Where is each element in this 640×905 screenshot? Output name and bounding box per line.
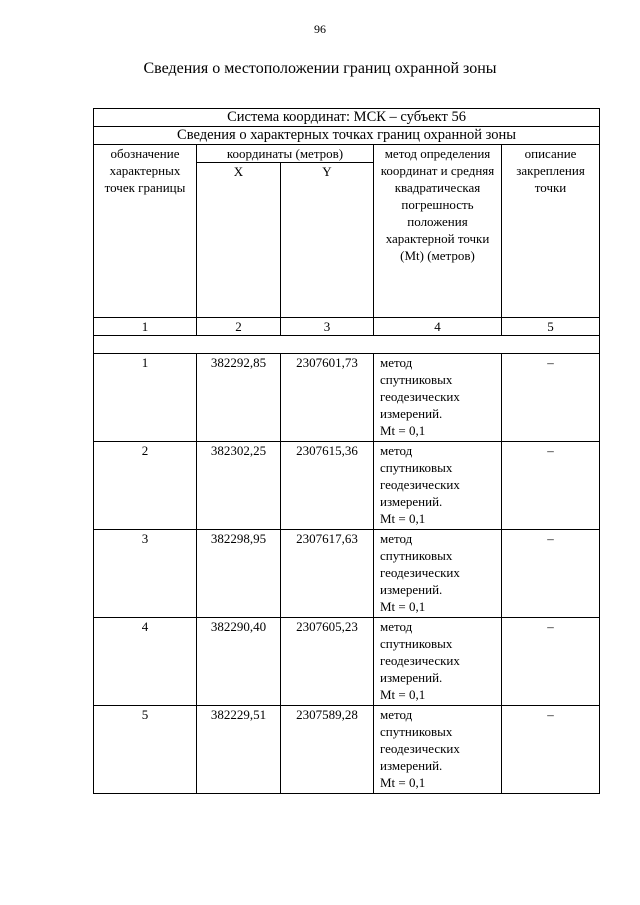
- method-line: спутниковых: [380, 636, 453, 651]
- method-cell: [374, 706, 502, 794]
- table-row: [94, 530, 600, 618]
- method-line: измерений.: [380, 582, 443, 597]
- coord-y: 2307601,73: [281, 354, 374, 442]
- header-method: метод определения координат и средняя квадратическая погрешность положения характерной точки (Mt) (метров): [374, 145, 502, 318]
- coord-x: 382298,95: [197, 530, 281, 618]
- method-line: измерений.: [380, 670, 443, 685]
- column-number: 2: [197, 318, 281, 336]
- method-line: геодезических: [380, 741, 460, 756]
- points-section-header: Сведения о характерных точках границ охранной зоны: [94, 127, 600, 145]
- column-number: 4: [374, 318, 502, 336]
- point-designation: 3: [94, 530, 197, 618]
- table-row: [94, 618, 600, 706]
- data-rows: [94, 354, 600, 794]
- method-cell: [374, 354, 502, 442]
- header-description: описание закрепления точки: [502, 145, 600, 318]
- point-description: –: [502, 618, 600, 706]
- coord-x: 382302,25: [197, 442, 281, 530]
- method-line: Mt = 0,1: [380, 599, 426, 614]
- coord-y: 2307605,23: [281, 618, 374, 706]
- coord-y: 2307617,63: [281, 530, 374, 618]
- method-line: метод: [380, 531, 413, 546]
- method-line: метод: [380, 355, 413, 370]
- method-line: геодезических: [380, 477, 460, 492]
- method-line: спутниковых: [380, 724, 453, 739]
- column-number: 3: [281, 318, 374, 336]
- method-line: Mt = 0,1: [380, 775, 426, 790]
- method-line: измерений.: [380, 494, 443, 509]
- coord-x: 382290,40: [197, 618, 281, 706]
- method-line: геодезических: [380, 389, 460, 404]
- table-row: [94, 354, 600, 442]
- table-row: [94, 442, 600, 530]
- header-designation: обозначение характерных точек границы: [94, 145, 197, 318]
- method-line: геодезических: [380, 565, 460, 580]
- point-designation: 4: [94, 618, 197, 706]
- method-line: спутниковых: [380, 548, 453, 563]
- method-line: метод: [380, 619, 413, 634]
- header-y: Y: [281, 163, 374, 318]
- column-number: 5: [502, 318, 600, 336]
- table-row: [94, 706, 600, 794]
- method-line: Mt = 0,1: [380, 687, 426, 702]
- point-description: –: [502, 706, 600, 794]
- coord-x: 382292,85: [197, 354, 281, 442]
- column-number: 1: [94, 318, 197, 336]
- method-line: спутниковых: [380, 372, 453, 387]
- method-cell: [374, 530, 502, 618]
- coord-y: 2307615,36: [281, 442, 374, 530]
- method-line: геодезических: [380, 653, 460, 668]
- coord-x: 382229,51: [197, 706, 281, 794]
- header-coordinates: координаты (метров): [197, 145, 374, 163]
- coordinate-system-header: Система координат: МСК – субъект 56: [94, 109, 600, 127]
- column-numbers-row: [94, 318, 600, 336]
- point-description: –: [502, 354, 600, 442]
- coord-y: 2307589,28: [281, 706, 374, 794]
- blank-row: [94, 336, 600, 354]
- point-description: –: [502, 530, 600, 618]
- point-designation: 1: [94, 354, 197, 442]
- document-title: Сведения о местоположении границ охранной зоны: [143, 60, 497, 77]
- method-line: измерений.: [380, 758, 443, 773]
- point-description: –: [502, 442, 600, 530]
- boundary-points-table: [93, 108, 600, 794]
- header-x: X: [197, 163, 281, 318]
- method-line: Mt = 0,1: [380, 511, 426, 526]
- point-designation: 5: [94, 706, 197, 794]
- method-line: метод: [380, 443, 413, 458]
- method-cell: [374, 442, 502, 530]
- method-line: спутниковых: [380, 460, 453, 475]
- method-line: Mt = 0,1: [380, 423, 426, 438]
- page-number: 96: [314, 22, 326, 36]
- method-line: метод: [380, 707, 413, 722]
- method-cell: [374, 618, 502, 706]
- point-designation: 2: [94, 442, 197, 530]
- method-line: измерений.: [380, 406, 443, 421]
